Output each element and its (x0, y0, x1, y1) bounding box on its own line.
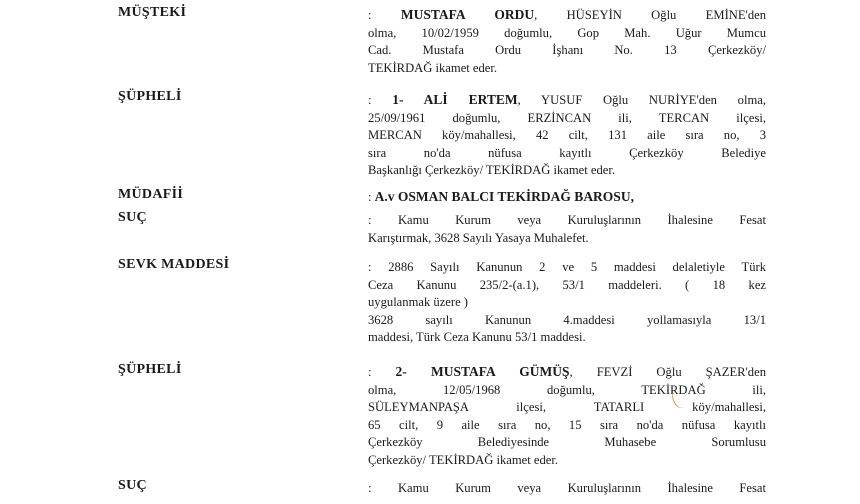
text-run: MERCAN köy/mahallesi, 42 cilt, 131 aile sıra no, 3 (368, 128, 766, 142)
text-run: Cad. Mustafa Ordu İşhanı No. 13 Çerkezköy/ (368, 43, 766, 57)
text-run: , FEVZİ Oğlu ŞAZER'den (569, 365, 766, 379)
label-sevk-maddesi: SEVK MADDESİ (118, 257, 230, 272)
text-line (368, 110, 766, 128)
text-run: 25/09/1961 doğumlu, ERZİNCAN ili, TERCAN ilçesi, (368, 110, 766, 125)
text-run: 65 cilt, 9 aile sıra no, 15 sıra no'da nüfusa kayıtlı (368, 417, 766, 432)
text-line (368, 277, 766, 295)
text-line (368, 452, 766, 470)
text-run: TEKİRDAĞ ikamet eder. (368, 60, 498, 75)
bold-text: MUSTAFA ORDU (400, 7, 535, 22)
text-line (368, 230, 766, 248)
text-line (368, 127, 766, 145)
text-run: : (368, 190, 375, 204)
text-line (368, 434, 766, 452)
text-run: olma, 10/02/1959 doğumlu, Gop Mah. Uğur Mumcu (368, 25, 766, 40)
text-run: Başkanlığı Çerkezköy/ TEKİRDAĞ ikamet eder. (368, 163, 616, 177)
text-run: : 2886 Sayılı Kanunun 2 ve 5 maddesi delaletiyle Türk (368, 260, 766, 274)
value-supheli-2 (368, 363, 766, 469)
text-run: : (368, 365, 396, 379)
text-run: Ceza Kanunu 235/2-(a.1), 53/1 maddeleri. ( 18 kez (368, 277, 766, 292)
text-line (368, 312, 766, 330)
text-line (368, 363, 766, 382)
bold-text: 2- MUSTAFA GÜMÜŞ (395, 364, 570, 379)
label-suc-2: SUÇ (118, 478, 147, 493)
text-run: , HÜSEYİN Oğlu EMİNE'den (534, 8, 766, 22)
text-run: : Kamu Kurum veya Kuruluşlarının İhalesine Fesat (368, 481, 766, 495)
text-run: Çerkezköy Belediyesinde Muhasebe Sorumlusu (368, 435, 766, 449)
label-suc-1: SUÇ (118, 210, 147, 225)
text-run: , YUSUF Oğlu NURİYE'den olma, (517, 93, 766, 107)
text-line (368, 42, 766, 60)
text-line (368, 60, 766, 78)
text-run: : (368, 8, 401, 22)
value-sevk-maddesi (368, 259, 766, 347)
text-line (368, 382, 766, 400)
value-suc-1 (368, 212, 766, 247)
text-line (368, 294, 766, 312)
text-run: SÜLEYMANPAŞA ilçesi, TATARLI köy/mahallesi, (368, 400, 766, 414)
text-line (368, 329, 766, 347)
label-supheli-2: ŞÜPHELİ (118, 362, 182, 377)
value-musteki (368, 6, 766, 77)
text-run: sıra no'da nüfusa kayıtlı Çerkezköy Belediye (368, 145, 766, 160)
label-musteki: MÜŞTEKİ (118, 5, 187, 20)
text-run: olma, 12/05/1968 doğumlu, TEKİRDAĞ ili, (368, 382, 766, 397)
text-line (368, 6, 766, 25)
text-line (368, 399, 766, 417)
text-line (368, 91, 766, 110)
text-run: : Kamu Kurum veya Kuruluşlarının İhalesine Fesat (368, 213, 766, 227)
value-supheli-1 (368, 91, 766, 180)
text-run: Karıştırmak, 3628 Sayılı Yasaya Muhalefet. (368, 230, 589, 245)
text-line (368, 417, 766, 435)
text-line (368, 480, 766, 498)
bold-text: 1- ALİ ERTEM (392, 92, 518, 107)
label-mudafii: MÜDAFİİ (118, 187, 184, 202)
text-run: Çerkezköy/ TEKİRDAĞ ikamet eder. (368, 452, 559, 467)
text-run: : (368, 93, 393, 107)
text-run: maddesi, Türk Ceza Kanunu 53/1 maddesi. (368, 330, 586, 344)
text-line (368, 259, 766, 277)
text-line (368, 25, 766, 43)
text-line (368, 188, 766, 207)
value-mudafii (368, 188, 766, 207)
label-supheli-1: ŞÜPHELİ (118, 89, 182, 104)
text-line (368, 145, 766, 163)
text-run: uygulanmak üzere ) (368, 295, 469, 309)
text-line (368, 212, 766, 230)
text-run: 3628 sayılı Kanunun 4.maddesi yollamasıyla 13/1 (368, 312, 766, 327)
bold-text: A.v OSMAN BALCI TEKİRDAĞ BAROSU, (374, 189, 634, 204)
text-line (368, 162, 766, 180)
value-suc-2 (368, 480, 766, 498)
